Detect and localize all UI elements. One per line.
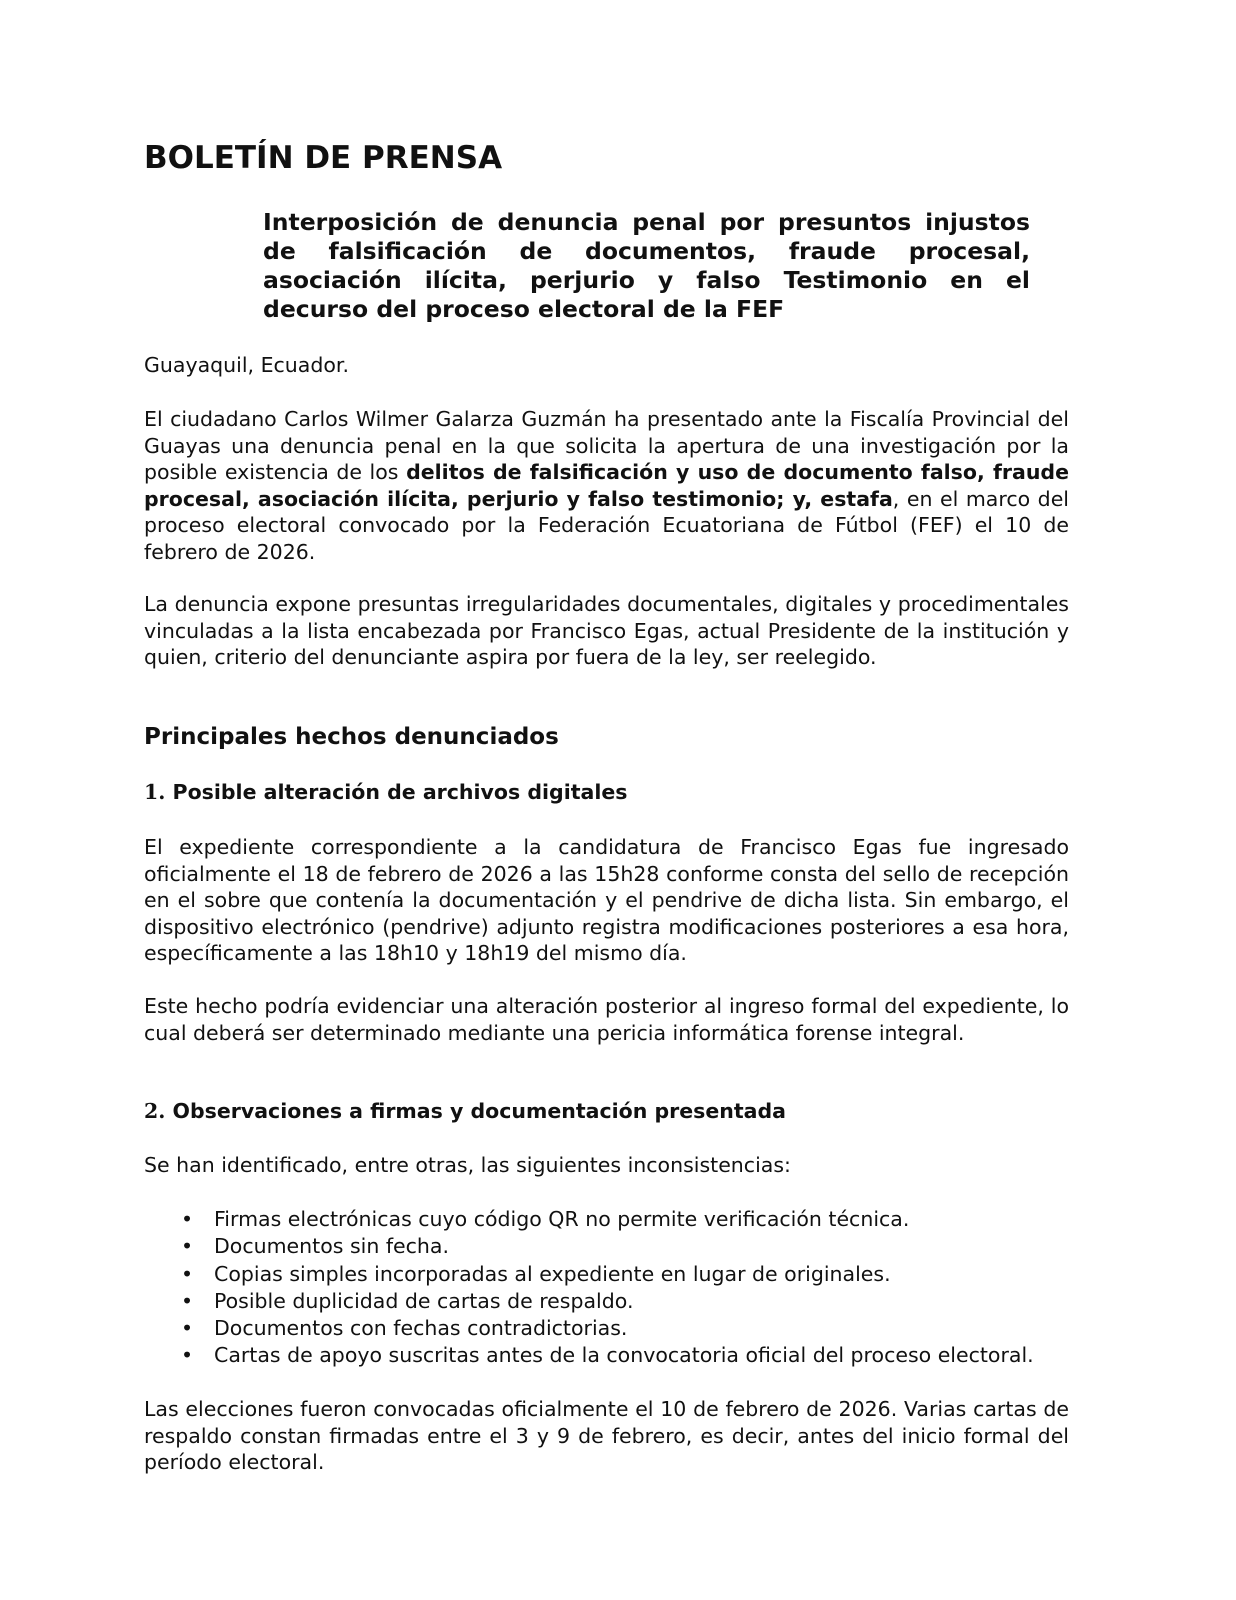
bullet-icon: • bbox=[181, 1234, 194, 1259]
section-2-heading bbox=[144, 1099, 786, 1123]
intro-paragraph bbox=[144, 406, 1069, 565]
bullet-icon: • bbox=[181, 1316, 194, 1341]
list-item: • Copias simples incorporadas al expediente en lugar de originales. bbox=[144, 1261, 1094, 1288]
document-subtitle: Interposición de denuncia penal por presuntos injustos de falsificación de documentos, fraude procesal, asociación ilícita, perjurio y falso Testimonio en el decurso del proceso electoral de la FEF bbox=[263, 208, 1030, 323]
location-line: Guayaquil, Ecuador. bbox=[144, 353, 349, 377]
inconsistencies-list bbox=[144, 1206, 1094, 1370]
section-1-paragraph-2: Este hecho podría evidenciar una alteración posterior al ingreso formal del expediente, lo cual deberá ser determinado mediante una pericia informática forense integral. bbox=[144, 994, 1069, 1045]
intro-text-start: El ciudadano Carlos Wilmer Galarza Guzmán ha presentado ante la Fiscalía Provincial del Guayas una denuncia penal en la que solicita la apertura de una investigación por la posible existencia de los bbox=[144, 407, 1069, 484]
bullet-icon: • bbox=[181, 1343, 194, 1368]
list-item: • Posible duplicidad de cartas de respaldo. bbox=[144, 1288, 1094, 1315]
section-heading-main-facts: Principales hechos denunciados bbox=[144, 724, 559, 750]
list-item: • Firmas electrónicas cuyo código QR no permite verificación técnica. bbox=[144, 1206, 1094, 1233]
list-item: • Cartas de apoyo suscritas antes de la convocatoria oficial del proceso electoral. bbox=[144, 1342, 1094, 1369]
section-1-title: Posible alteración de archivos digitales bbox=[172, 780, 628, 804]
section-2-title: Observaciones a firmas y documentación presentada bbox=[172, 1099, 786, 1123]
complaint-paragraph: La denuncia expone presuntas irregularidades documentales, digitales y procedimentales vinculadas a la lista encabezada por Francisco Egas, actual Presidente de la institución y quien, criterio del denunciante aspira por fuera de la ley, ser reelegido. bbox=[144, 592, 1069, 669]
bullet-icon: • bbox=[181, 1261, 194, 1286]
intro-text-end: , en el marco del proceso electoral convocado por la Federación Ecuatoriana de Fútbol (FEF) el 10 de febrero de 2026. bbox=[144, 486, 1069, 564]
document-title: BOLETÍN DE PRENSA bbox=[144, 140, 503, 176]
section-2-closing-paragraph: Las elecciones fueron convocadas oficialmente el 10 de febrero de 2026. Varias cartas de respaldo constan firmadas entre el 3 y 9 de febrero, es decir, antes del inicio formal del período electoral. bbox=[144, 1397, 1069, 1474]
list-item: • Documentos con fechas contradictorias. bbox=[144, 1315, 1094, 1342]
bullet-icon: • bbox=[181, 1207, 194, 1231]
section-2-intro: Se han identificado, entre otras, las siguientes inconsistencias: bbox=[144, 1153, 791, 1177]
intro-crimes-bold: delitos de falsificación y uso de documento falso, fraude procesal, asociación ilícita, perjurio y falso testimonio; y, estafa bbox=[144, 460, 1069, 511]
bullet-icon: • bbox=[181, 1288, 194, 1313]
section-2-number: 2. bbox=[144, 1099, 166, 1123]
section-1-heading bbox=[144, 780, 628, 804]
list-item: • Documentos sin fecha. bbox=[144, 1233, 1094, 1260]
section-1-paragraph-1: El expediente correspondiente a la candidatura de Francisco Egas fue ingresado oficialmente el 18 de febrero de 2026 a las 15h28 conforme consta del sello de recepción en el sobre que contenía la documentación y el pendrive de dicha lista. Sin embargo, el dispositivo electrónico (pendrive) adjunto registra modificaciones posteriores a esa hora, específicamente a las 18h10 y 18h19 del mismo día. bbox=[144, 835, 1069, 965]
section-1-number: 1. bbox=[144, 780, 166, 804]
